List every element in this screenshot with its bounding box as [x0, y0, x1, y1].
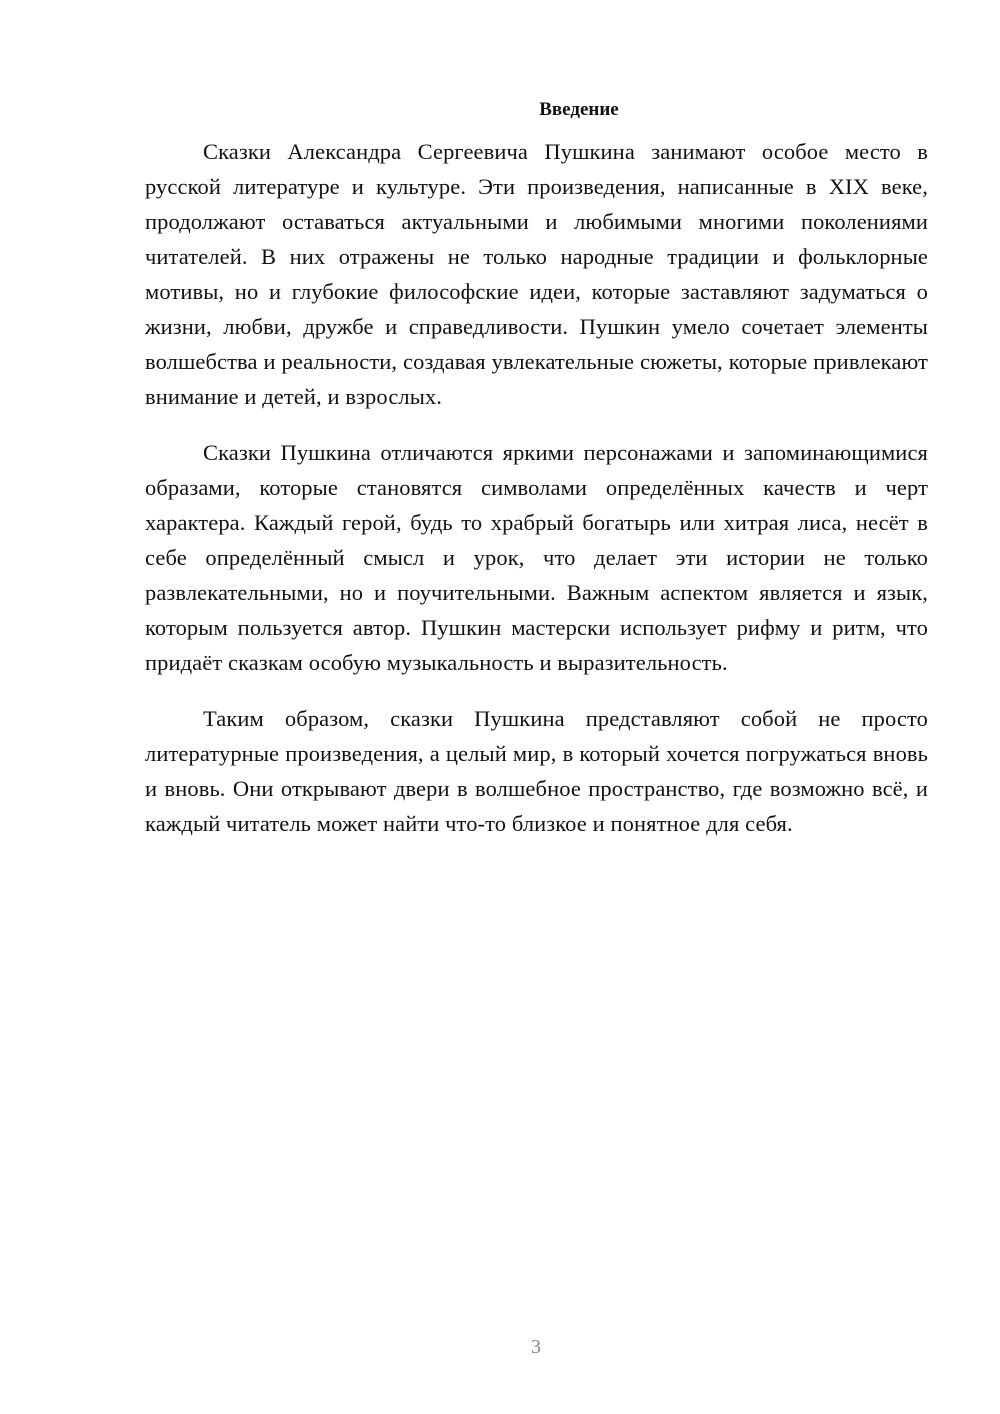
paragraph-2: Сказки Пушкина отличаются яркими персонажами и запоминающимися образами, которые становятся символами определённых качеств и черт характера. Каждый герой, будь то храбрый богатырь или хитрая лиса, несёт в себе определённый смысл и урок, что делает эти истории не только развлекательными, но и поучительными. Важным аспектом является и язык, которым пользуется автор. Пушкин мастерски использует рифму и ритм, что придаёт сказкам особую музыкальность и выразительность. — [145, 440, 928, 675]
page-number: 3 — [531, 1336, 541, 1358]
page-content — [145, 96, 928, 862]
paragraph-3: Таким образом, сказки Пушкина представляют собой не просто литературные произведения, а целый мир, в который хочется погружаться вновь и вновь. Они открывают двери в волшебное пространство, где возможно всё, и каждый читатель может найти что-то близкое и понятное для себя. — [145, 706, 928, 836]
paragraph-1: Сказки Александра Сергеевича Пушкина занимают особое место в русской литературе и культуре. Эти произведения, написанные в XIX веке, продолжают оставаться актуальными и любимыми многими поколениями читателей. В них отражены не только народные традиции и фольклорные мотивы, но и глубокие философские идеи, которые заставляют задуматься о жизни, любви, дружбе и справедливости. Пушкин умело сочетает элементы волшебства и реальности, создавая увлекательные сюжеты, которые привлекают внимание и детей, и взрослых. — [145, 139, 928, 409]
section-title: Введение — [539, 99, 619, 120]
